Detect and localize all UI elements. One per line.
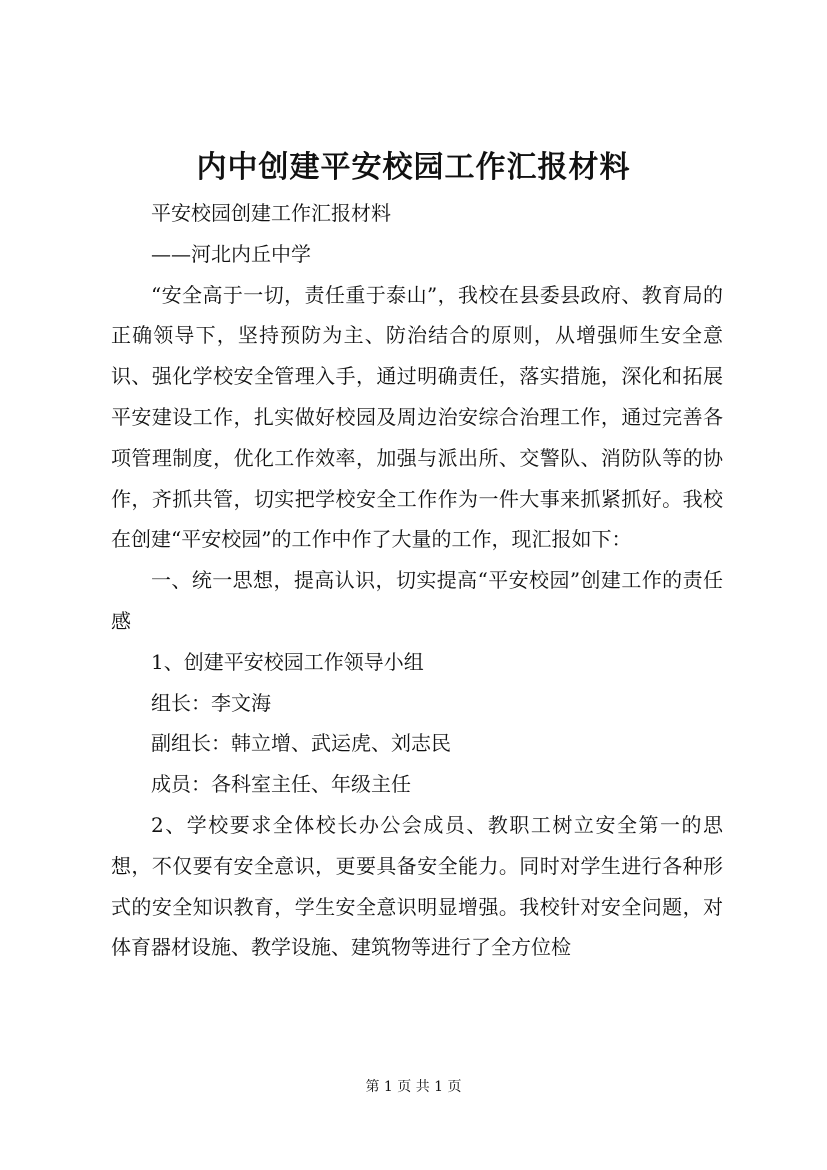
list-item-2: 2、学校要求全体校长办公会成员、教职工树立安全第一的思想，不仅要有安全意识，更要具备安全能力。同时对学生进行各种形式的安全知识教育，学生安全意识明显增强。我校针对安全问题，对体育器材设施、教学设施、建筑物等进行了全方位检 — [111, 812, 723, 960]
page-footer — [0, 1077, 827, 1097]
document-body — [111, 193, 723, 968]
document-title: 内中创建平安校园工作汇报材料 — [196, 150, 631, 185]
members-line: 成员：各科室主任、年级主任 — [151, 772, 411, 797]
author-line: ——河北内丘中学 — [151, 241, 311, 266]
section-heading-1: 一、统一思想，提高认识，切实提高“平安校园”创建工作的责任感 — [111, 568, 723, 633]
leader-line: 组长：李文海 — [151, 690, 271, 715]
page-number: 第 1 页 共 1 页 — [365, 1079, 462, 1095]
intro-paragraph: “安全高于一切，责任重于泰山”，我校在县委县政府、教育局的正确领导下，坚持预防为主、防治结合的原则，从增强师生安全意识、强化学校安全管理入手，通过明确责任，落实措施，深化和拓展平安建设工作，扎实做好校园及周边治安综合治理工作，通过完善各项管理制度，优化工作效率，加强与派出所、交警队、消防队等的协作，齐抓共管，切实把学校安全工作作为一件大事来抓紧抓好。我校在创建“平安校园”的工作中作了大量的工作，现汇报如下： — [111, 282, 723, 552]
deputy-leader-line: 副组长：韩立增、武运虎、刘志民 — [151, 731, 451, 756]
subtitle: 平安校园创建工作汇报材料 — [151, 201, 391, 225]
list-item-1: 1、创建平安校园工作领导小组 — [151, 649, 424, 674]
